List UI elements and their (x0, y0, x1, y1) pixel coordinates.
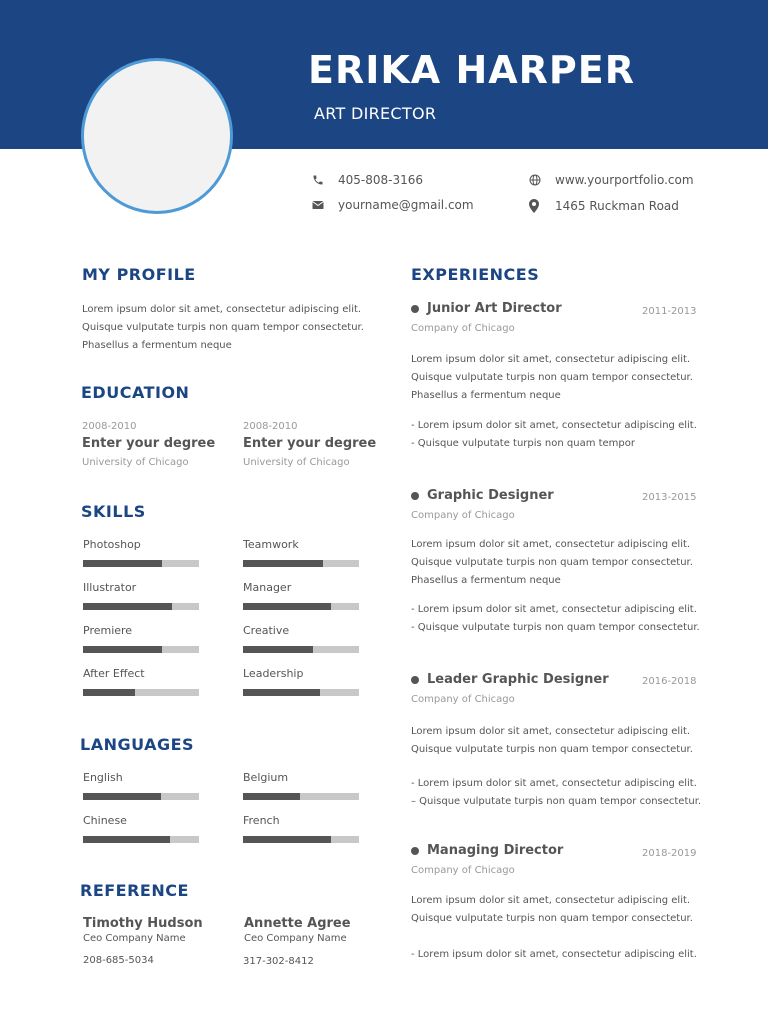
bullet-dot (411, 847, 419, 855)
experience-company: Company of Chicago (411, 323, 515, 334)
education-years: 2008-2010 (82, 421, 137, 432)
email-text: yourname@gmail.com (338, 198, 474, 212)
bullet-line: - Lorem ipsum dolor sit amet, consectetur adipiscing elit. (411, 420, 697, 431)
address-text: 1465 Ruckman Road (555, 199, 679, 213)
website-text: www.yourportfolio.com (555, 173, 694, 187)
experience-company: Company of Chicago (411, 865, 515, 876)
experience-title (411, 843, 563, 858)
experience-description (411, 536, 693, 590)
education-school: University of Chicago (243, 457, 350, 468)
contact-address (529, 199, 679, 213)
skill-level-fill (243, 646, 313, 653)
experience-years: 2016-2018 (642, 676, 697, 687)
skill-level-bar (243, 689, 359, 696)
description-line: Phasellus a fermentum neque (411, 575, 561, 586)
experience-description (411, 351, 693, 405)
experience-title-text: Graphic Designer (427, 488, 554, 503)
skill-label: Teamwork (243, 538, 299, 551)
education-degree: Enter your degree (243, 436, 377, 451)
language-level-bar (83, 836, 199, 843)
language-level-bar (243, 793, 359, 800)
education-school: University of Chicago (82, 457, 189, 468)
language-label: Chinese (83, 814, 127, 827)
reference-phone: 208-685-5034 (83, 955, 154, 966)
skill-level-bar (83, 560, 199, 567)
profile-photo-placeholder (81, 58, 233, 214)
bullet-dot (411, 676, 419, 684)
skill-level-fill (83, 646, 162, 653)
language-label: French (243, 814, 280, 827)
description-line: Quisque vulputate turpis non quam tempor consectetur. (411, 557, 693, 568)
experience-bullets (411, 417, 697, 462)
experience-title-text: Managing Director (427, 843, 564, 858)
reference-heading: REFERENCE (80, 881, 189, 900)
bullet-line: – Quisque vulputate turpis non quam tempor consectetur. (411, 796, 702, 807)
skill-level-bar (243, 560, 359, 567)
description-line: Phasellus a fermentum neque (411, 390, 561, 401)
bullet-line: - Lorem ipsum dolor sit amet, consectetur adipiscing elit. (411, 949, 697, 960)
experience-years: 2018-2019 (642, 848, 697, 859)
education-years: 2008-2010 (243, 421, 298, 432)
language-level-fill (83, 836, 170, 843)
bullet-dot (411, 305, 419, 313)
languages-heading: LANGUAGES (80, 735, 195, 754)
education-degree: Enter your degree (82, 436, 216, 451)
language-level-fill (243, 836, 331, 843)
profile-heading: MY PROFILE (82, 265, 196, 284)
skill-level-fill (243, 603, 331, 610)
experience-bullets (411, 775, 701, 811)
experience-title-text: Junior Art Director (427, 301, 562, 316)
description-line: Lorem ipsum dolor sit amet, consectetur adipiscing elit. (411, 895, 691, 906)
experience-years: 2011-2013 (642, 306, 697, 317)
skill-label: After Effect (83, 667, 145, 680)
experience-title (411, 672, 609, 687)
experience-bullets (411, 601, 700, 637)
contact-website (529, 173, 694, 187)
profile-text (82, 301, 364, 355)
language-level-bar (243, 836, 359, 843)
reference-company: Ceo Company Name (83, 933, 186, 944)
skill-level-fill (83, 603, 172, 610)
phone-text: 405-808-3166 (338, 173, 424, 187)
envelope-icon (312, 200, 338, 210)
description-line: Quisque vulputate turpis non quam tempor consectetur. (411, 744, 693, 755)
experience-title (411, 301, 562, 316)
education-heading: EDUCATION (81, 383, 190, 402)
reference-name: Annette Agree (244, 916, 351, 931)
language-label: Belgium (243, 771, 289, 784)
skill-level-bar (83, 646, 199, 653)
skills-heading: SKILLS (81, 502, 146, 521)
description-line: Lorem ipsum dolor sit amet, consectetur adipiscing elit. (411, 726, 691, 737)
bullet-line: - Lorem ipsum dolor sit amet, consectetur adipiscing elit. (411, 778, 697, 789)
description-line: Lorem ipsum dolor sit amet, consectetur adipiscing elit. (411, 539, 691, 550)
skill-label: Creative (243, 624, 290, 637)
profile-line: Phasellus a fermentum neque (82, 340, 232, 351)
bullet-line: - Lorem ipsum dolor sit amet, consectetur adipiscing elit. (411, 604, 697, 615)
language-level-bar (83, 793, 199, 800)
job-title: ART DIRECTOR (314, 104, 437, 123)
reference-name: Timothy Hudson (83, 916, 203, 931)
skill-level-bar (243, 646, 359, 653)
phone-icon (312, 174, 338, 186)
contact-email (312, 198, 474, 212)
experience-description (411, 723, 693, 759)
experience-years: 2013-2015 (642, 492, 697, 503)
skill-label: Photoshop (83, 538, 141, 551)
bullet-dot (411, 492, 419, 500)
language-level-fill (83, 793, 161, 800)
skill-level-bar (83, 603, 199, 610)
experiences-heading: EXPERIENCES (411, 265, 540, 284)
experience-company: Company of Chicago (411, 694, 515, 705)
language-label: English (83, 771, 123, 784)
language-level-fill (243, 793, 300, 800)
map-pin-icon (529, 199, 555, 213)
experience-company: Company of Chicago (411, 510, 515, 521)
skill-label: Illustrator (83, 581, 137, 594)
experience-title-text: Leader Graphic Designer (427, 672, 609, 687)
skill-label: Leadership (243, 667, 304, 680)
contact-phone (312, 173, 423, 187)
skill-level-fill (83, 560, 162, 567)
skill-level-fill (243, 689, 320, 696)
bullet-line: - Quisque vulputate turpis non quam tempor consectetur. (411, 622, 700, 633)
experience-bullets (411, 946, 697, 964)
skill-level-fill (243, 560, 323, 567)
skill-label: Premiere (83, 624, 133, 637)
person-name: ERIKA HARPER (308, 48, 635, 92)
description-line: Quisque vulputate turpis non quam tempor consectetur. (411, 913, 693, 924)
reference-phone: 317-302-8412 (243, 956, 314, 967)
bullet-line: - Quisque vulputate turpis non quam tempor (411, 438, 636, 449)
skill-level-bar (243, 603, 359, 610)
reference-company: Ceo Company Name (244, 933, 347, 944)
skill-level-bar (83, 689, 199, 696)
profile-line: Lorem ipsum dolor sit amet, consectetur adipiscing elit. (82, 304, 362, 315)
description-line: Lorem ipsum dolor sit amet, consectetur adipiscing elit. (411, 354, 691, 365)
globe-icon (529, 174, 555, 186)
description-line: Quisque vulputate turpis non quam tempor consectetur. (411, 372, 693, 383)
skill-level-fill (83, 689, 135, 696)
experience-title (411, 488, 554, 503)
profile-line: Quisque vulputate turpis non quam tempor consectetur. (82, 322, 364, 333)
skill-label: Manager (243, 581, 292, 594)
experience-description (411, 892, 693, 928)
